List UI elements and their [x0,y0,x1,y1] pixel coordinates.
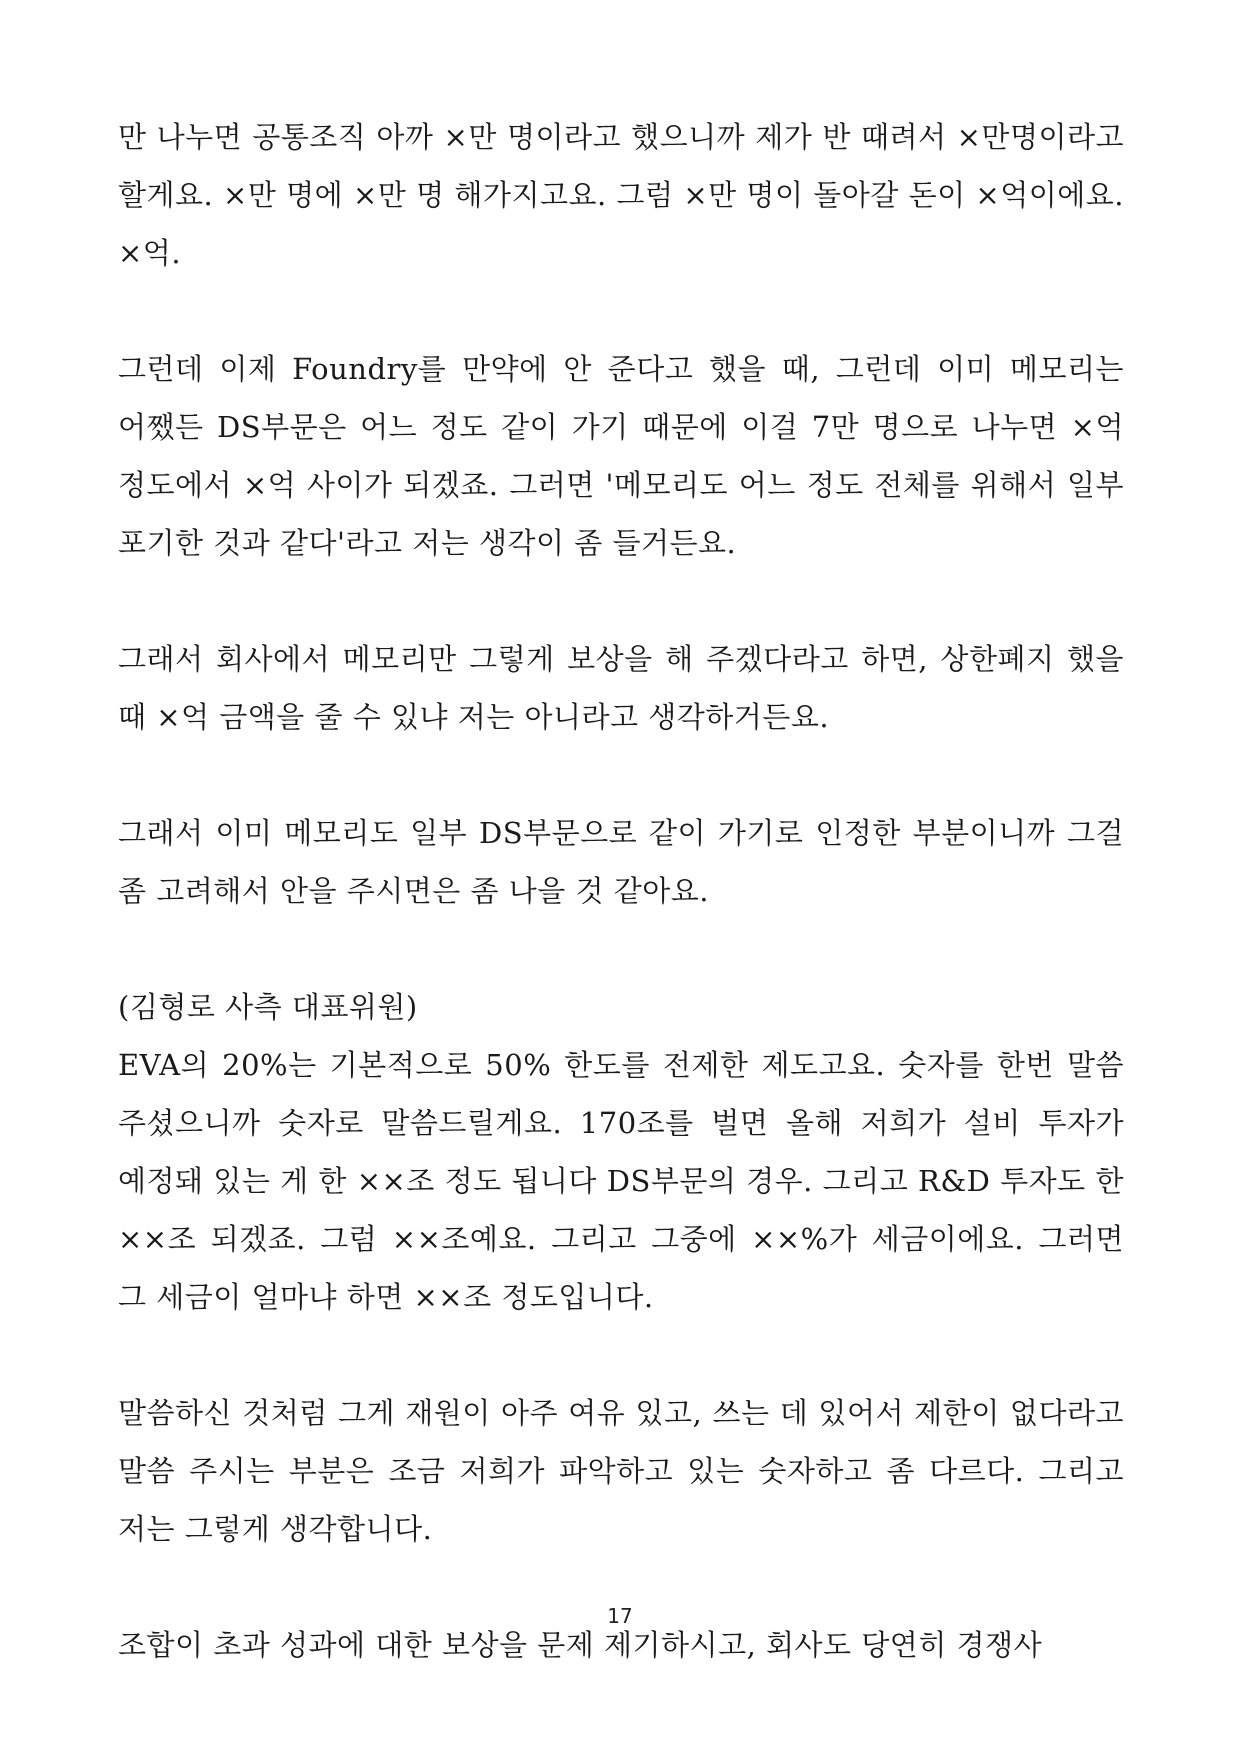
paragraph-3: 그래서 회사에서 메모리만 그렇게 보상을 해 주겠다라고 하면, 상한폐지 했을 때 ×억 금액을 줄 수 있냐 저는 아니라고 생각하거든요. [118,642,1124,734]
paragraph-gap [118,1326,1124,1384]
speaker-paragraph-3: 조합이 초과 성과에 대한 보상을 문제 제기하시고, 회사도 당연히 경쟁사 [118,1628,1043,1662]
page-number: 17 [607,1604,633,1628]
paragraph-gap [118,746,1124,804]
speaker-paragraph-1: EVA의 20%는 기본적으로 50% 한도를 전제한 제도고요. 숫자를 한번 말씀 주셨으니까 숫자로 말씀드릴게요. 170조를 벌면 올해 저희가 설비 투자가 예정돼 있는 게 한 ××조 정도 됩니다 DS부문의 경우. 그리고 R&D 투자도 한 ××조 되겠죠. 그럼 ××조예요. 그리고 그중에 ××%가 세금이에요. 그러면 그 세금이 얼마냐 하면 ××조 정도입니다. [118,1048,1124,1314]
paragraph-2: 그런데 이제 Foundry를 만약에 안 준다고 했을 때, 그런데 이미 메모리는 어쨌든 DS부문은 어느 정도 같이 가기 때문에 이걸 7만 명으로 나누면 ×억 정도에서 ×억 사이가 되겠죠. 그러면 '메모리도 어느 정도 전체를 위해서 일부 포기한 것과 같다'라고 저는 생각이 좀 들거든요. [118,352,1124,560]
speaker-paragraph-2: 말씀하신 것처럼 그게 재원이 아주 여유 있고, 쓰는 데 있어서 제한이 없다라고 말씀 주시는 부분은 조금 저희가 파악하고 있는 숫자하고 좀 다르다. 그리고 저는 그렇게 생각합니다. [118,1396,1124,1546]
paragraph-gap [118,572,1124,630]
speaker-label: (김형로 사측 대표위원) [118,990,418,1024]
paragraph-gap [118,282,1124,340]
paragraph-gap [118,920,1124,978]
paragraph-1: 만 나누면 공통조직 아까 ×만 명이라고 했으니까 제가 반 때려서 ×만명이라고 할게요. ×만 명에 ×만 명 해가지고요. 그럼 ×만 명이 돌아갈 돈이 ×억이에요. ×억. [118,120,1124,270]
paragraph-4: 그래서 이미 메모리도 일부 DS부문으로 같이 가기로 인정한 부분이니까 그걸 좀 고려해서 안을 주시면은 좀 나을 것 같아요. [118,816,1124,908]
document-body [118,108,1124,1674]
